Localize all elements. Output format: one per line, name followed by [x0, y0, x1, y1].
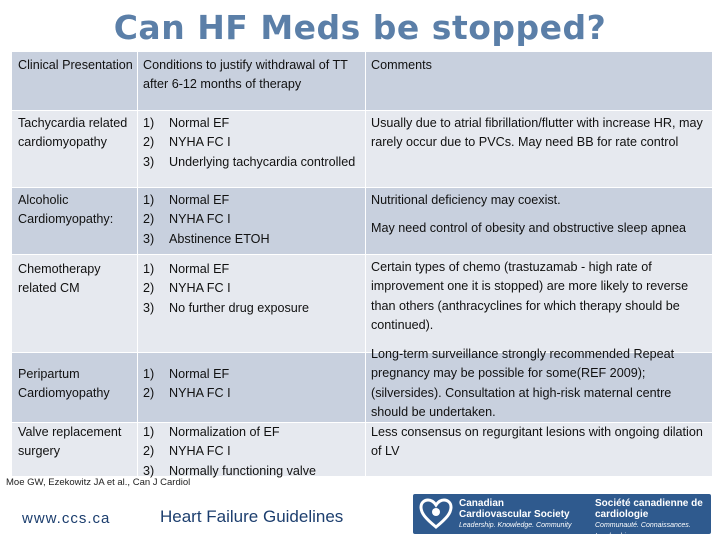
header-conditions: Conditions to justify withdrawal of TT after 6-12 months of therapy: [143, 58, 348, 92]
row-comments: Less consensus on regurgitant lesions with ongoing dilation of LV: [371, 425, 703, 459]
item-text: Normal EF: [169, 193, 230, 207]
heart-logo-icon: [419, 498, 453, 530]
row-divider: [12, 187, 712, 188]
logo-fr-tagline: Communauté. Connaissances. Leadership: [595, 522, 691, 540]
conditions-list: [143, 260, 368, 318]
item-text: Normal EF: [169, 367, 230, 381]
item-text: NYHA FC I: [169, 212, 231, 227]
list-item: [143, 384, 368, 403]
list-item: [143, 114, 368, 133]
slide-title: Can HF Meds be stopped?: [113, 8, 607, 47]
list-item: [143, 153, 368, 172]
website-link[interactable]: www.ccs.ca: [22, 510, 111, 527]
item-text: Normalization of EF: [169, 425, 280, 439]
list-item: [143, 365, 368, 384]
item-number: 3): [143, 463, 155, 478]
item-number: 1): [143, 193, 155, 207]
ccs-logo: [413, 494, 711, 540]
conditions-list: [143, 423, 368, 481]
list-item: [143, 442, 368, 461]
item-number: 3): [143, 154, 155, 169]
row-presentation: Chemotherapy related CM: [18, 262, 101, 296]
item-text: Normally functioning valve: [169, 463, 316, 478]
item-text: NYHA FC I: [169, 386, 231, 401]
conditions-table: [12, 52, 712, 476]
row-presentation: Alcoholic Cardiomyopathy:: [18, 193, 114, 227]
header-presentation: Clinical Presentation: [18, 58, 133, 72]
item-number: 1): [143, 367, 155, 381]
item-number: 1): [143, 262, 155, 276]
logo-english: [459, 498, 579, 531]
item-text: No further drug exposure: [169, 300, 310, 315]
item-number: 2): [143, 212, 155, 227]
item-text: NYHA FC I: [169, 135, 231, 150]
column-divider: [137, 52, 138, 476]
item-text: NYHA FC I: [169, 281, 231, 296]
row-presentation: Valve replacement surgery: [18, 425, 122, 459]
list-item: [143, 299, 368, 318]
row-presentation: Tachycardia related cardiomyopathy: [18, 116, 128, 150]
item-number: 3): [143, 231, 155, 246]
row-divider: [12, 110, 712, 111]
conditions-list: [143, 114, 368, 172]
conditions-list: [143, 365, 368, 404]
item-text: NYHA FC I: [169, 444, 231, 459]
row-presentation: Peripartum Cardiomyopathy: [18, 367, 110, 401]
list-item: [143, 210, 368, 229]
row-comments: Certain types of chemo (trastuzamab - high rate of improvement one it is stopped) are more likely to reverse than others (anthracyclines for which therapy should be continued).: [371, 260, 689, 332]
citation: Moe GW, Ezekowitz JA et al., Can J Cardiol: [6, 477, 191, 488]
item-number: 1): [143, 116, 155, 130]
row-comments-extra: May need control of obesity and obstructive sleep apnea: [371, 221, 687, 235]
header-comments: Comments: [371, 58, 432, 72]
item-number: 2): [143, 281, 155, 296]
conditions-list: [143, 191, 368, 249]
logo-french: [595, 498, 707, 542]
list-item: [143, 191, 368, 210]
row-comments: Long-term surveillance strongly recommended Repeat pregnancy may be possible for some(REF 2009); (silversides). Consultation at high-risk maternal centre should be undertaken.: [371, 347, 675, 419]
row-divider: [12, 254, 712, 255]
item-text: Normal EF: [169, 116, 230, 130]
logo-fr-name: Société canadienne de cardiologie: [595, 498, 703, 520]
row-comments: Nutritional deficiency may coexist.: [371, 193, 561, 207]
list-item: [143, 279, 368, 298]
row-comments: Usually due to atrial fibrillation/flutter with increase HR, may rarely occur due to PVCs. May need BB for rate control: [371, 116, 703, 150]
list-item: [143, 260, 368, 279]
guidelines-label: Heart Failure Guidelines: [160, 507, 344, 526]
item-text: Underlying tachycardia controlled: [169, 154, 356, 169]
item-text: Normal EF: [169, 262, 230, 276]
item-number: 3): [143, 300, 155, 315]
item-number: 2): [143, 444, 155, 459]
item-text: Abstinence ETOH: [169, 231, 270, 246]
item-number: 2): [143, 386, 155, 401]
list-item: [143, 423, 368, 442]
logo-en-tagline: Leadership. Knowledge. Community: [459, 522, 572, 529]
item-number: 1): [143, 425, 155, 439]
list-item: [143, 230, 368, 249]
logo-en-name: Canadian Cardiovascular Society: [459, 498, 570, 520]
item-number: 2): [143, 135, 155, 150]
list-item: [143, 133, 368, 152]
